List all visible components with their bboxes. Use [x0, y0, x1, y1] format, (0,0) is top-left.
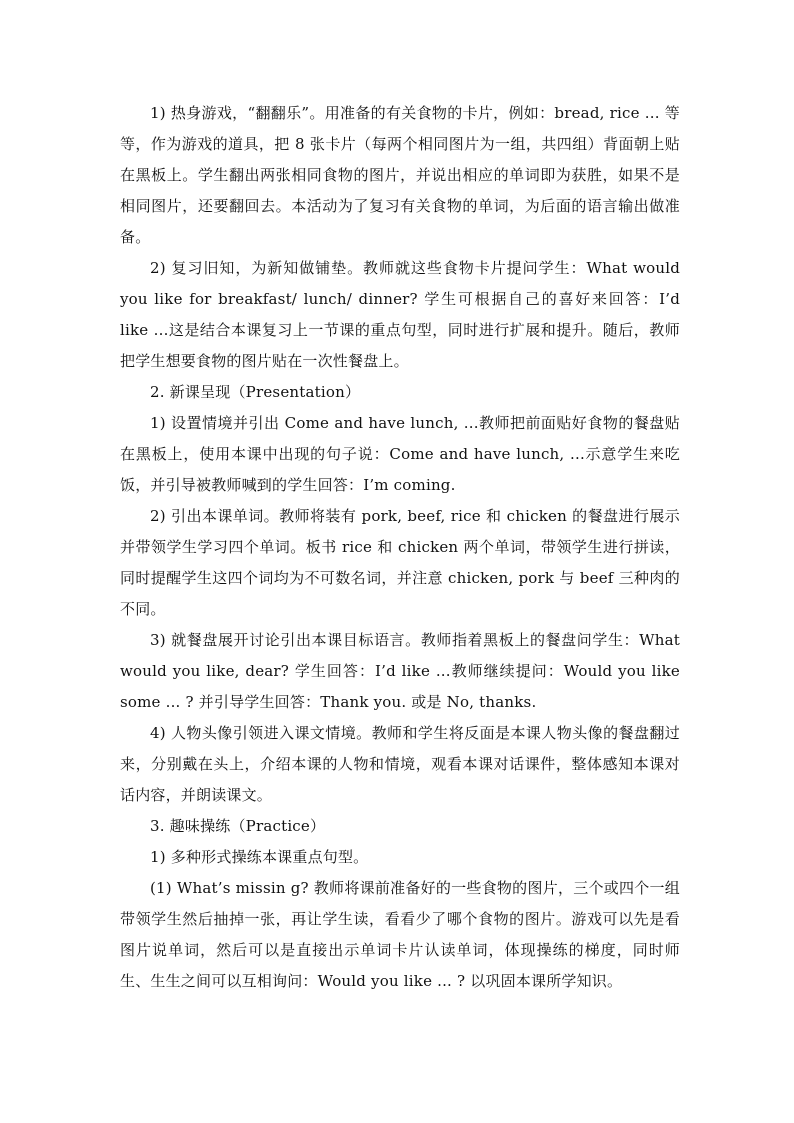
paragraph-target-language: 3) 就餐盘展开讨论引出本课目标语言。教师指着黑板上的餐盘问学生：What would you like, dear? 学生回答：I’d like ...教师继续提问：Would you like some ... ? 并引导学生回答：Thank you. 或是 No, thanks.: [120, 631, 680, 711]
paragraph-review: 2) 复习旧知，为新知做铺垫。教师就这些食物卡片提问学生：What would you like for breakfast/ lunch/ dinner? 学生可根据自己的喜好来回答：I’d like ...这是结合本课复习上一节课的重点句型，同时进行扩展和提升。随后，教师把学生想要食物的图片贴在一次性餐盘上。: [120, 259, 680, 370]
paragraph-set-context: 1) 设置情境并引出 Come and have lunch, ...教师把前面贴好食物的餐盘贴在黑板上，使用本课中出现的句子说：Come and have lunch, ...示意学生来吃饭，并引导被教师喊到的学生回答：I’m coming.: [120, 414, 680, 494]
subheading-drill-patterns: 1) 多种形式操练本课重点句型。: [150, 848, 369, 866]
document-body: [120, 98, 680, 997]
paragraph-new-words: 2) 引出本课单词。教师将装有 pork, beef, rice 和 chicken 的餐盘进行展示并带领学生学习四个单词。板书 rice 和 chicken 两个单词，带领学生进行拼读，同时提醒学生这四个词均为不可数名词，并注意 chicken, pork 与 beef 三种肉的不同。: [120, 507, 680, 618]
paragraph-character-avatars: 4) 人物头像引领进入课文情境。教师和学生将反面是本课人物头像的餐盘翻过来，分别戴在头上，介绍本课的人物和情境，观看本课对话课件，整体感知本课对话内容，并朗读课文。: [120, 724, 680, 804]
section-heading-presentation: 2. 新课呈现（Presentation）: [150, 383, 361, 401]
section-heading-practice: 3. 趣味操练（Practice）: [150, 817, 326, 835]
paragraph-warmup-game: 1) 热身游戏，“翻翻乐”。用准备的有关食物的卡片，例如：bread, rice ... 等等，作为游戏的道具，把 8 张卡片（每两个相同图片为一组，共四组）背面朝上贴在黑板上。学生翻出两张相同食物的图片，并说出相应的单词即为获胜，如果不是相同图片，还要翻回去。本活动为了复习有关食物的单词，为后面的语言输出做准备。: [120, 104, 680, 246]
paragraph-whats-missing: (1) What’s missin g? 教师将课前准备好的一些食物的图片，三个或四个一组带领学生然后抽掉一张，再让学生读，看看少了哪个食物的图片。游戏可以先是看图片说单词，然后可以是直接出示单词卡片认读单词，体现操练的梯度，同时师生、生生之间可以互相询问：Would you like ... ? 以巩固本课所学知识。: [120, 879, 680, 990]
